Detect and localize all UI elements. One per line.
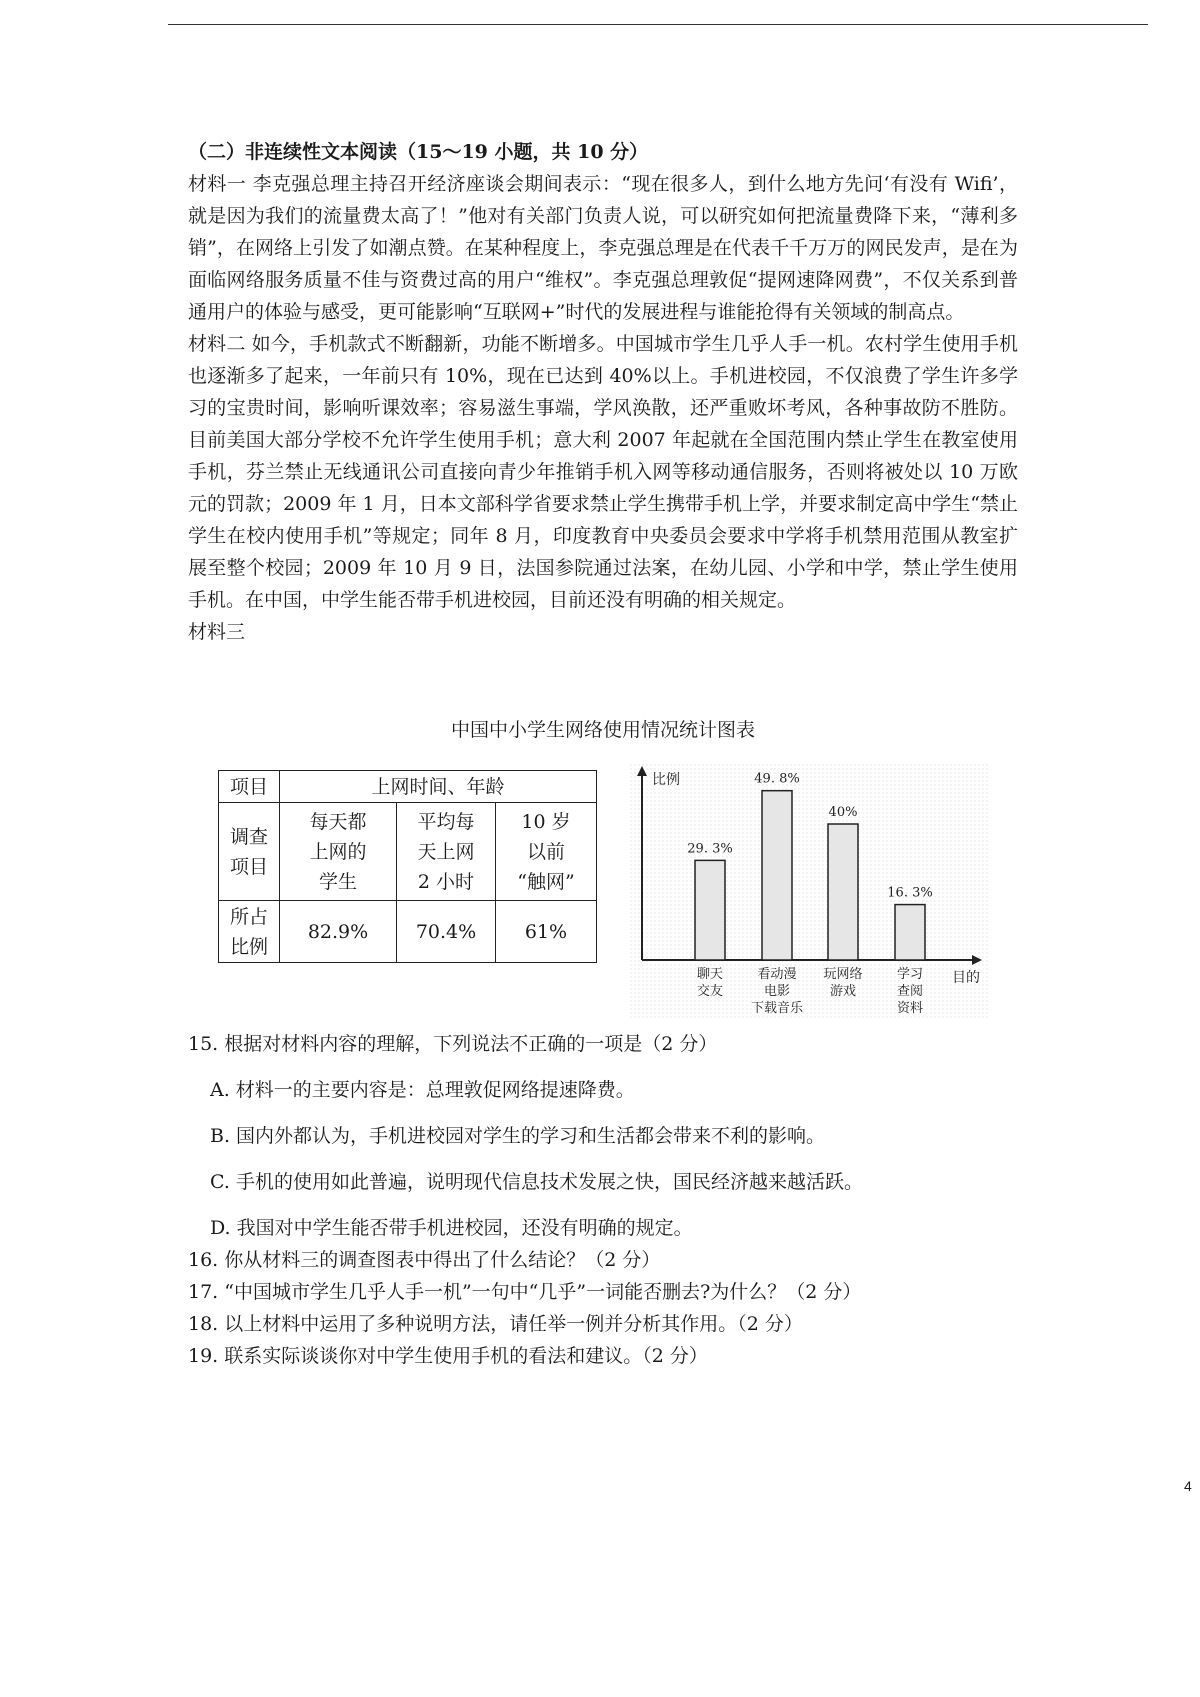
reading-section	[188, 136, 1018, 648]
category-label-2-1: 游戏	[829, 984, 857, 999]
questions-section	[188, 1028, 1048, 1372]
category-label-2-0: 玩网络	[823, 967, 863, 982]
bar-value-label-0: 29. 3%	[687, 841, 733, 857]
y-axis-label: 比例	[652, 772, 680, 788]
bar-3	[895, 905, 925, 960]
category-label-1-1: 电影	[763, 984, 791, 999]
table-row-label-ratio: 所占 比例	[219, 901, 280, 963]
table-value-two-hours: 70.4%	[397, 901, 496, 963]
option-b: B. 国内外都认为，手机进校园对学生的学习和生活都会带来不利的影响。	[210, 1125, 826, 1147]
purpose-bar-chart	[630, 764, 990, 1020]
stats-table	[218, 770, 597, 963]
page-number: 4	[1184, 1478, 1192, 1494]
material-two: 材料二 如今，手机款式不断翻新，功能不断增多。中国城市学生几乎人手一机。农村学生使用手机也逐渐多了起来，一年前只有 10%，现在已达到 40%以上。手机进校园，不仅浪费了学生许多学习的宝贵时间，影响听课效率；容易滋生事端，学风涣散，还严重败坏考风，各种事故防不胜防。目前美国大部分学校不允许学生使用手机；意大利 2007 年起就在全国范围内禁止学生在教室使用手机，芬兰禁止无线通讯公司直接向青少年推销手机入网等移动通信服务，否则将被处以 10 万欧元的罚款；2009 年 1 月，日本文部科学省要求禁止学生携带手机上学，并要求制定高中学生“禁止学生在校内使用手机”等规定；同年 8 月，印度教育中央委员会要求中学将手机禁用范围从教室扩展至整个校园；2009 年 10 月 9 日，法国参院通过法案，在幼儿园、小学和中学，禁止学生使用手机。在中国，中学生能否带手机进校园，目前还没有明确的相关规定。	[188, 333, 1018, 611]
question-16: 16. 你从材料三的调查图表中得出了什么结论？（2 分）	[188, 1249, 661, 1271]
table-header-group: 上网时间、年龄	[280, 771, 597, 803]
bar-chart-svg	[630, 764, 990, 1020]
table-value-daily: 82.9%	[280, 901, 397, 963]
category-label-3-0: 学习	[896, 967, 924, 982]
bar-2	[828, 824, 858, 960]
category-label-0-0: 聊天	[696, 967, 724, 982]
table-col-daily: 每天都 上网的 学生	[280, 803, 397, 901]
option-c: C. 手机的使用如此普遍，说明现代信息技术发展之快，国民经济越来越活跃。	[210, 1171, 863, 1193]
bar-value-label-3: 16. 3%	[887, 885, 933, 901]
material-three-label: 材料三	[188, 621, 246, 643]
question-17: 17. “中国城市学生几乎人手一机”一句中“几乎”一词能否删去?为什么？（2 分）	[188, 1281, 862, 1303]
figure-title: 中国中小学生网络使用情况统计图表	[450, 719, 755, 741]
option-a: A. 材料一的主要内容是：总理敦促网络提速降费。	[210, 1079, 635, 1101]
question-18: 18. 以上材料中运用了多种说明方法，请任举一例并分析其作用。（2 分）	[188, 1313, 803, 1335]
table-col-two-hours: 平均每 天上网 2 小时	[397, 803, 496, 901]
category-label-1-2: 下载音乐	[750, 1001, 804, 1016]
header-rule	[168, 24, 1148, 25]
question-15: 15. 根据对材料内容的理解，下列说法不正确的一项是（2 分）	[188, 1033, 718, 1055]
category-label-3-2: 资料	[896, 1001, 924, 1016]
chart-background	[630, 764, 990, 1020]
bar-0	[695, 860, 725, 960]
table-row-label-survey: 调查 项目	[219, 803, 280, 901]
bar-1	[762, 791, 792, 960]
category-label-3-1: 查阅	[896, 984, 924, 999]
table-col-before-ten: 10 岁 以前 “触网”	[496, 803, 597, 901]
option-d: D. 我国对中学生能否带手机进校园，还没有明确的规定。	[210, 1217, 693, 1239]
category-label-0-1: 交友	[696, 984, 724, 999]
category-label-1-0: 看动漫	[757, 967, 797, 982]
material-one: 材料一 李克强总理主持召开经济座谈会期间表示：“现在很多人，到什么地方先问‘有没有 Wifi’，就是因为我们的流量费太高了！”他对有关部门负责人说，可以研究如何把流量费降下来，“薄利多销”，在网络上引发了如潮点赞。在某种程度上，李克强总理是在代表千千万万的网民发声，是在为面临网络服务质量不佳与资费过高的用户“维权”。李克强总理敦促“提网速降网费”，不仅关系到普通用户的体验与感受，更可能影响“互联网+”时代的发展进程与谁能抢得有关领域的制高点。	[188, 173, 1018, 323]
table-header-item: 项目	[219, 771, 280, 803]
section-heading: （二）非连续性文本阅读（15～19 小题，共 10 分）	[188, 141, 649, 163]
question-19: 19. 联系实际谈谈你对中学生使用手机的看法和建议。（2 分）	[188, 1345, 708, 1367]
bar-value-label-1: 49. 8%	[754, 771, 800, 787]
table-value-before-ten: 61%	[496, 901, 597, 963]
x-axis-label: 目的	[952, 970, 980, 986]
bar-value-label-2: 40%	[828, 805, 858, 820]
